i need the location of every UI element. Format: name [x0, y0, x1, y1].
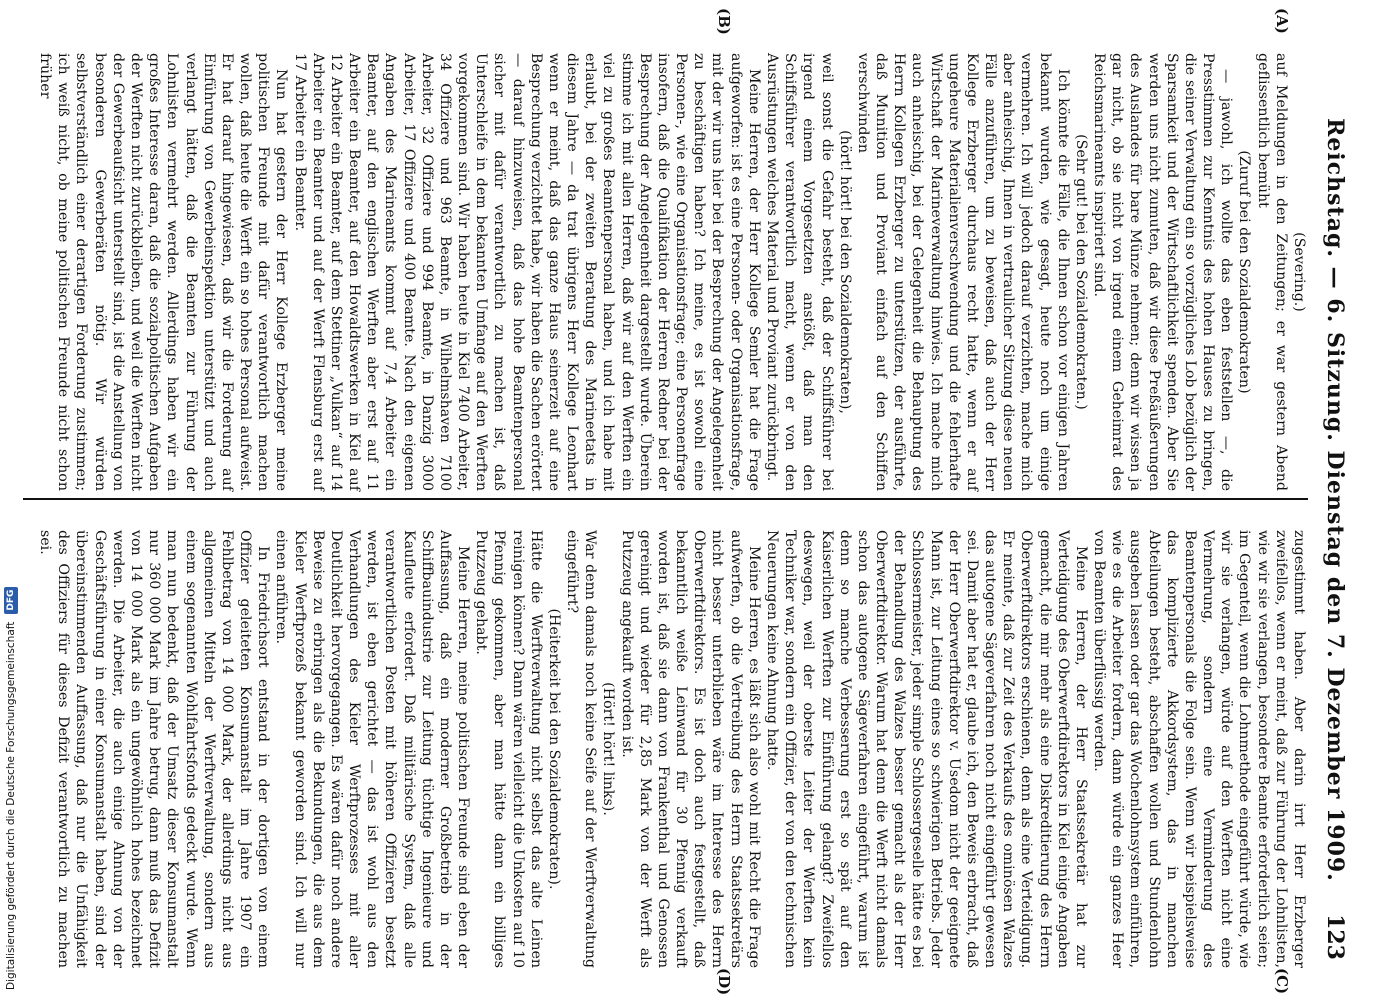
- left-column-paragraph: weil sonst die Gefahr besteht, daß der Schiffsführer bei irgend einem Vorgesetzten anstößt, daß man den Schiffsführer verantwortlich macht, wenn er von den Ausrüstungen welches Material und Proviant zurückbringt.: [764, 53, 835, 491]
- left-column-paragraph: (Severing.): [1291, 232, 1307, 312]
- left-column-paragraph: — jawohl, ich wollte das eben feststellen —, die Presstimmen zur Kenntnis des hohen Hauses zu bringen, die seiner Verwaltung ein so vorzügliches Lob bezüglich der Sparsamkeit und der Wirtschaftlichkeit spenden. Aber Sie werden uns nicht zumuten, daß wir diese Preßäußerungen des Auslandes für bare Münze nehmen; denn wir wissen ja gar nicht, ob sie nicht von irgend einem Geheimrat des Reichsmarineamts inspiriert sind.: [1091, 53, 1235, 491]
- right-column-paragraph: Meine Herren, meine politischen Freunde sind eben der Auffassung, daß ein moderner Großbetrieb in der Schiffbauindustrie zur Leitung tüchtige Ingenieure und Kaufleute erfordert. Daß militärische System, daß alle verantwortlichen Posten mit höheren Offizieren besetzt werden, ist eben gerichtet — das ist wohl aus den Verhandlungen des Kieler Werftprozesses mit aller Deutlichkeit hervorgegangen. Es wären dafür noch andere Beweise zu erbringen als die Bekundungen, die aus dem Kieler Werftprozeß bekannt geworden sind. Ich will nur einen anführen.: [273, 530, 472, 968]
- left-column-paragraph: (Zuruf bei den Sozialdemokraten): [1236, 150, 1253, 394]
- right-column-paragraph: Meine Herren, der Herr Staatssekretär hat zur Verteidigung des Oberwerftdirektors in Kiel einige Angaben gemacht, die mir mehr als eine Diskreditierung des Herrn Oberwerftdirektors erschienen, denn als eine Verteidigung. Er meinte, daß zur Zeit des Verkaufs des ominösen Walzes das autogene Sägeverfahren noch nicht eingeführt gewesen sei. Damit aber hat er, glaube ich, den Beweis erbracht, daß der Herr Oberwerftdirektor v. Usedom nicht der geeignete Mann ist, zur Leitung eines so schwierigen Betriebs. Jeder Schlossermeister, jeder simple Schlossergeselle hätte es bei der Behandlung des Walzes besser gemacht als der Herr Oberwerftdirektor. Warum hat denn die Werft nicht damals schon das autogene Sägeverfahren eingeführt, warum ist denn so manche Verbesserung erst so spät auf den Kaiserlichen Werften zur Einführung gelangt? Zweifellos deswegen, weil der oberste Leiter der Werften kein Techniker war, sondern ein Offizier, der von den technischen Neuerungen keine Ahnung hatte.: [764, 530, 1089, 968]
- left-column-paragraph: (hört! hört! bei den Sozialdemokraten),: [836, 130, 853, 414]
- left-column-paragraph: (Sehr gut! bei den Sozialdemokraten.): [1072, 134, 1089, 410]
- right-column-paragraph: Hätte die Werftverwaltung nicht selbst das alte Leinen reinigen können? Dann wären vielleicht die Unkosten auf 10 Pfennig gekommen, aber man hätte dann ein billiges Putzzeug gehabt.: [473, 530, 544, 968]
- margin-marker-d: (D): [715, 968, 733, 996]
- page-title: Reichstag. — 6. Sitzung. Dienstag den 7. Dezember 1909.: [1322, 118, 1348, 882]
- left-column-paragraph: Nun hat gestern der Herr Kollege Erzberger meine politischen Freunde mit dafür verantwortlich machen wollen, daß heute die Werft ein so hohes Personal aufweist. Er hat darauf hingewiesen, daß wir die Forderung auf Einführung von Gewerbeinspektion unterstützt und auch verlangt hätten, daß die Beamten zur Führung der Lohnlisten vermehrt werden. Allerdings haben wir ein großes Interesse daran, daß die sozialpolitischen Aufgaben der Werften nicht zurückbleiben, und weil die Werften nicht der Gewerbeaufsicht unterstellt sind, ist die Anstellung von besonderen Gewerberäten nötig. Wir würden selbstverständlich einer derartigen Forderung zustimmen; ich weiß nicht, ob meine politischen Freunde nicht schon früher: [37, 53, 290, 491]
- margin-marker-a: (A): [1273, 8, 1291, 34]
- right-column-paragraph: zugestimmt haben. Aber darin irrt Herr Erzberger zweifellos, wenn er meint, daß zur Führung der Lohnlisten, wie wir sie verlangen, besondere Beamte erforderlich seien; im Gegenteil, wenn die Lohnmethode eingeführt würde, wie wir sie verlangen, würde auf den Werften nicht eine Vermehrung, sondern eine Verminderung des Beamtenpersonals die Folge sein. Wenn wir beispielsweise das komplizierte Akkordsystem, das in manchen Abteilungen besteht, abschaffen wollen und Stundenlohn ausgeben lassen oder gar das Wochenlohnsystem einführen, wie es die Arbeiter fordern, dann würde ein ganzes Heer von Beamten überflüssig werden.: [1091, 530, 1307, 968]
- digitization-footer: [0, 0, 22, 1000]
- left-column: [36, 53, 1308, 491]
- page-number: 123: [1322, 914, 1348, 960]
- margin-marker-b: (B): [715, 8, 733, 35]
- right-column-paragraph: War denn damals noch keine Seife auf der Werftverwaltung eingeführt?: [564, 530, 599, 968]
- left-column-paragraph: Meine Herren, der Herr Kollege Semler hat die Frage aufgeworfen: ist es eine Personen- oder Organisationsfrage, mit der wir uns hier bei der Besprechung der Angelegenheit zu beschäftigen haben? Ich meine, es ist sowohl eine Personen-, wie eine Organisationsfrage; eine Personenfrage insofern, daß die Qualifikation der Herren Redner bei der Besprechung der Angelegenheit dargestellt wurde. Überein stimme ich mit allen Herren, daß wir auf den Werften ein viel zu großes Beamtenpersonal haben, und ich habe mit erlaubt, bei der zweiten Beratung des Marineetats in diesem Jahre — da trat übrigens Herr Kollege Leonhart wenn er meint, daß das ganze Haus seinerzeit auf eine Besprechung verzichtet habe, wir haben die Sachen erörtert — darauf hinzuweisen, daß das hohe Beamtenpersonal sicher mit dafür verantwortlich zu machen ist, daß Unterschleife in dem bekannten Umfange auf den Werften vorgekommen sind. Wir haben heute in Kiel 7400 Arbeiter, 34 Offiziere und 963 Beamte, in Wilhelmshaven 7100 Arbeiter, 32 Offiziere und 994 Beamte, in Danzig 3000 Arbeiter, 17 Offiziere und 400 Beamte. Nach den eigenen Angaben des Marineamts kommt auf 7,4 Arbeiter ein Beamter, auf den englischen Werften aber erst auf 11 Arbeiter ein Beamter, auf den Howaldtswerken in Kiel auf 12 Arbeiter ein Beamter, auf dem Stettiner „Vulkan“ auf 14 Arbeiter ein Beamter und auf der Werft Flensburg erst auf 17 Arbeiter ein Beamter.: [291, 53, 762, 491]
- margin-marker-c: (C): [1273, 968, 1291, 995]
- right-column-paragraph: (Heiterkeit bei den Sozialdemokraten).: [545, 608, 562, 890]
- right-column-paragraph: In Friedrichsort entstand in der dortigen von einem Offizier geleiteten Konsumanstalt im Jahre 1907 ein Fehlbetrag von 14 000 Mark, der allerdings nicht aus allgemeinen Mitteln der Werftverwaltung, sondern aus einem sogenannten Wohlfahrtsfonds gedeckt wurde. Wenn man nun bedenkt, daß der Umsatz dieser Konsumanstalt nur 360 000 Mark im Jahre betrug, dann muß das Defizit von 14 000 Mark als ein ungewöhnlich hohes bezeichnet werden. Die Arbeiter, die auch einige Ahnung von der Geschäftsführung in einer Konsumanstalt haben, sind der übereinstimmenden Auffassung, daß nur die Unfähigkeit des Offiziers für dieses Defizit verantwortlich zu machen sei.: [37, 530, 272, 968]
- right-column: [36, 530, 1308, 968]
- dfg-logo: DFG: [4, 587, 18, 614]
- page-header: [1318, 40, 1348, 960]
- footer-text: Digitalisierung gefördert durch die Deutsche Forschungsgemeinschaft: [5, 621, 17, 990]
- right-column-paragraph: Meine Herren, es läßt sich also wohl mit Recht die Frage aufwerfen, ob die Vertreibung des Herrn Staatssekretärs nicht besser unterblieben wäre im Interesse des Herrn Oberwerftdirektors. Es ist doch auch festgestellt, daß bekanntlich weiße Leinwand für 30 Pfennig verkauft worden ist, daß sie dann von Frankenthal und Genossen gereinigt und wieder für 2,85 Mark von der Werft als Putzzeug angekauft worden ist.: [618, 530, 762, 968]
- column-divider: [23, 498, 1308, 500]
- left-column-paragraph: Ich könnte die Fälle, die Ihnen schon vor einigen Jahren bekannt wurden, wie gesagt, heute noch um einige vermehren. Ich will jedoch darauf verzichten, mache mich aber anheischig, Ihnen in vertraulicher Sitzung diese neuen Fälle anzuführen, um zu beweisen, daß auch der Herr Kollege Erzberger durchaus recht hatte, wenn er auf ungeheure Materialienverschwendung und die fehlerhafte Wirtschaft der Marineverwaltung hinwies. Ich mache mich auch anheischig, bei der Gelegenheit die Behauptung des Herrn Kollegen Erzberger zu unterstützen, der ausführte, daß Munition und Proviant einfach auf den Schiffen verschwinden: [854, 53, 1071, 491]
- left-column-paragraph: auf Meldungen in den Zeitungen; er war gestern Abend geflissentlich bemüht: [1254, 53, 1289, 491]
- right-column-paragraph: (Hört! hört! links).: [600, 682, 617, 816]
